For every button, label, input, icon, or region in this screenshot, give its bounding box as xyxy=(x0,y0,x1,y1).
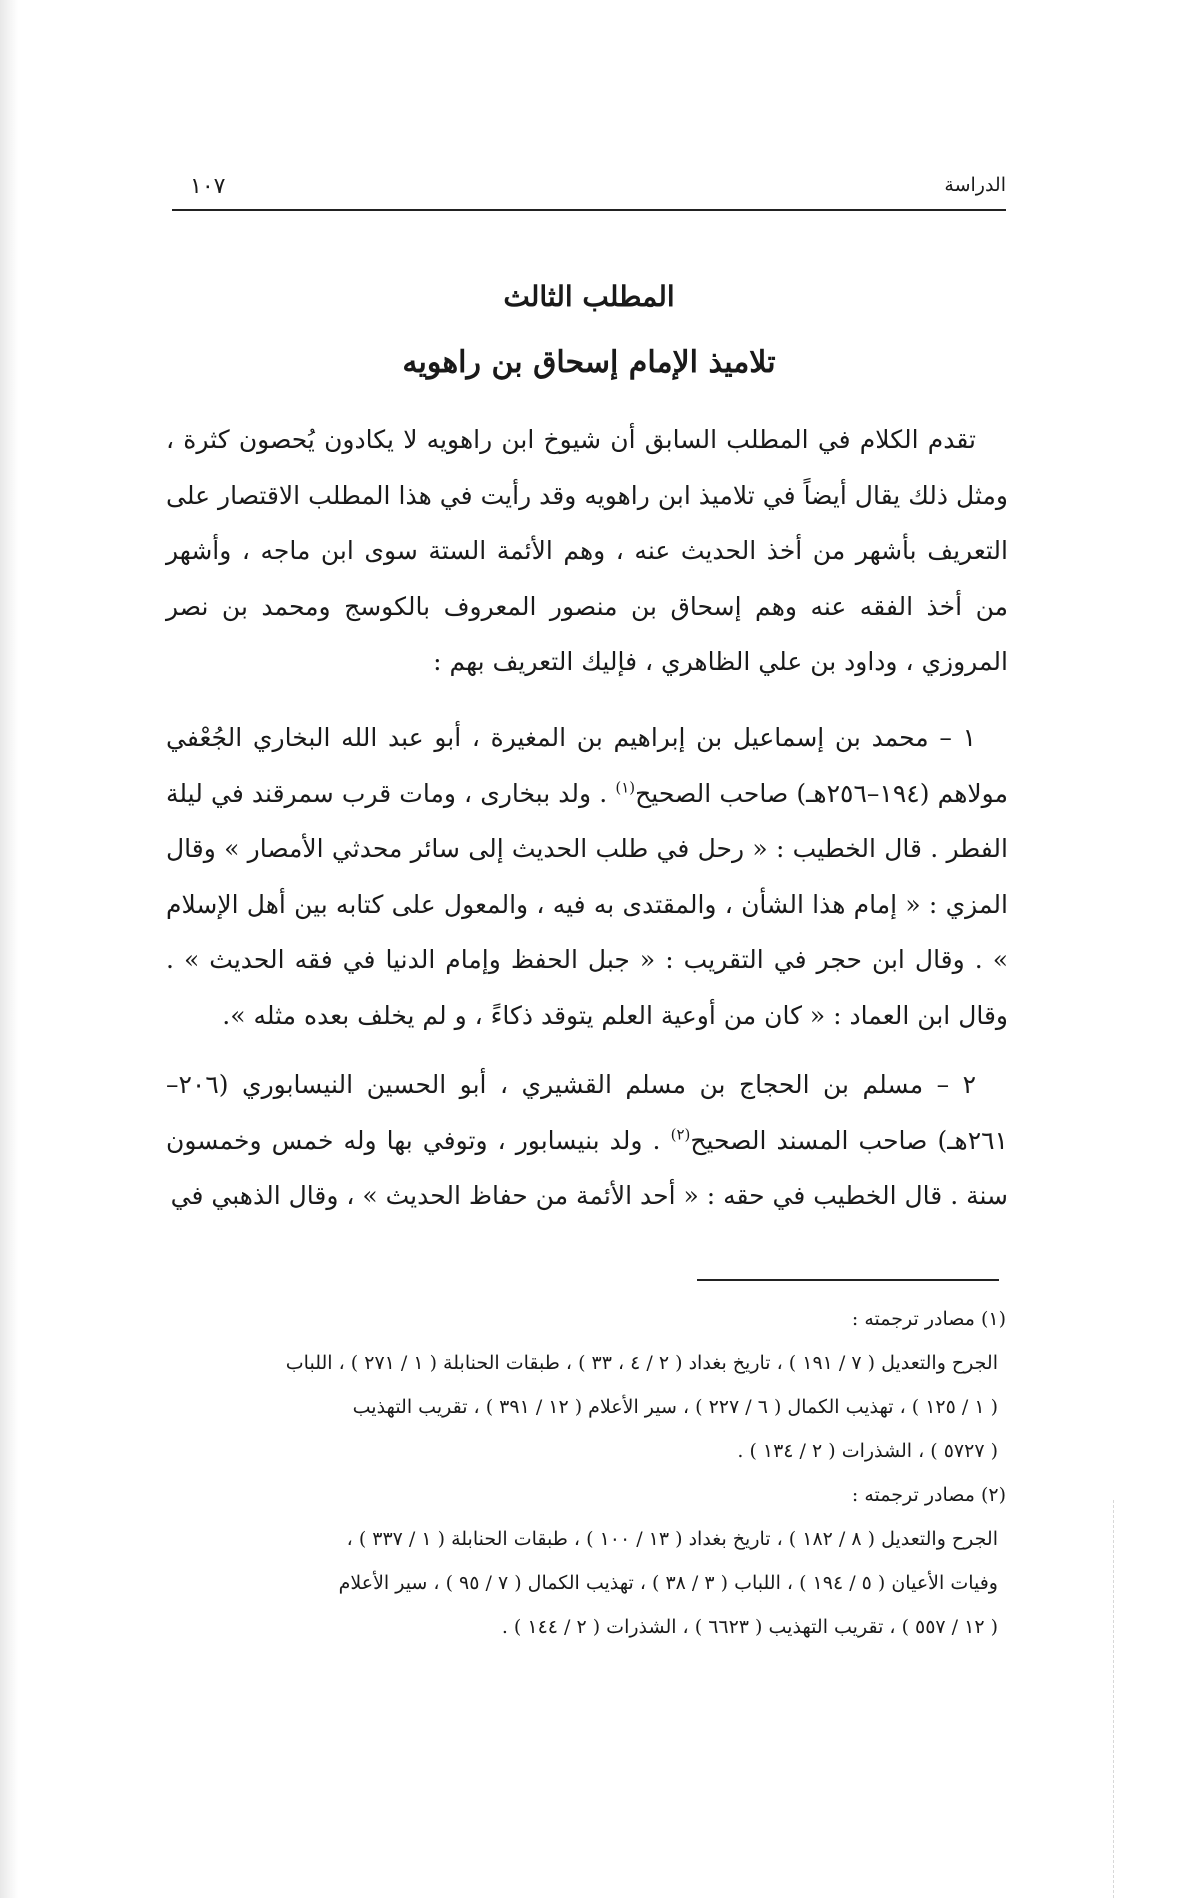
footnote-reference[interactable]: (٢) xyxy=(670,1125,691,1144)
footnote-label: (٢) مصادر ترجمته : xyxy=(851,1484,1006,1506)
header-divider xyxy=(172,209,1006,211)
intro-paragraph: تقدم الكلام في المطلب السابق أن شيوخ ابن راهويه لا يكادون يُحصون كثرة ، ومثل ذلك يقال أيضاً في تلاميذ ابن راهويه وقد رأيت في هذا المطلب الاقتصار على التعريف بأشهر من أخذ الحديث عنه ، وهم الأئمة الستة سوى ابن ماجه ، وأشهر من أخذ الفقه عنه وهم إسحاق بن منصور المعروف بالكوسج ومحمد بن نصر المروزي ، وداود بن علي الظاهري ، فإليك التعريف بهم : xyxy=(166,425,1008,676)
footnote-line: ( ١٢ / ٥٥٧ ) ، تقريب التهذيب ( ٦٦٢٣ ) ، الشذرات ( ٢ / ١٤٤ ) . xyxy=(501,1616,998,1638)
entry-text: . ولد بنيسابور ، وتوفي بها وله خمس وخمسون سنة . قال الخطيب في حقه : « أحد الأئمة من حفاظ الحديث » ، وقال الذهبي في xyxy=(166,1125,1008,1210)
entry-text: . ولد ببخارى ، ومات قرب سمرقند في ليلة الفطر . قال الخطيب : « رحل في طلب الحديث إلى سائر محدثي الأمصار » وقال المزي : « إمام هذا الشأن ، والمقتدى به فيه ، والمعول على كتابه بين أهل الإسلام » . وقال ابن حجر في التقريب : « جبل الحفظ وإمام الدنيا في فقه الحديث » . وقال ابن العماد : « كان من أوعية العلم يتوقد ذكاءً ، و لم يخلف بعده مثله ». xyxy=(166,778,1008,1030)
footnote-label: (١) مصادر ترجمته : xyxy=(851,1308,1006,1330)
entry-text: ٢ – مسلم بن الحجاج بن مسلم القشيري ، أبو الحسين النيسابوري (٢٠٦–٢٦١هـ) صاحب المسند الصحيح xyxy=(166,1070,1008,1155)
footnote-line: ( ٥٧٢٧ ) ، الشذرات ( ٢ / ١٣٤ ) . xyxy=(737,1440,998,1462)
footnote-line: الجرح والتعديل ( ٨ / ١٨٢ ) ، تاريخ بغداد ( ١٣ / ١٠٠ ) ، طبقات الحنابلة ( ١ / ٣٣٧ ) ، xyxy=(346,1528,998,1550)
section-heading: المطلب الثالث xyxy=(503,280,675,313)
page-number: ١٠٧ xyxy=(190,174,226,199)
running-header xyxy=(172,170,1006,210)
footnote-line: ( ١ / ١٢٥ ) ، تهذيب الكمال ( ٦ / ٢٢٧ ) ، سير الأعلام ( ١٢ / ٣٩١ ) ، تقريب التهذيب xyxy=(352,1396,998,1418)
entry-text: ١ – محمد بن إسماعيل بن إبراهيم بن المغيرة ، أبو عبد الله البخاري الجُعْفي مولاهم (١٩٤–٢٥٦هـ) صاحب الصحيح xyxy=(166,723,1008,808)
footnote-line: وفيات الأعيان ( ٥ / ١٩٤ ) ، اللباب ( ٣ / ٣٨ ) ، تهذيب الكمال ( ٧ / ٩٥ ) ، سير الأعلام xyxy=(338,1572,998,1594)
scan-artifact-line xyxy=(1112,1500,1114,1898)
running-header-title: الدراسة xyxy=(944,174,1006,196)
section-title: تلاميذ الإمام إسحاق بن راهويه xyxy=(402,345,776,380)
student-entry-muslim xyxy=(166,1057,1008,1224)
scan-edge-shadow xyxy=(0,0,18,1898)
footnote-divider xyxy=(697,1279,999,1281)
footnotes xyxy=(160,1297,1006,1649)
student-entry-bukhari xyxy=(166,710,1008,1043)
footnote-reference[interactable]: (١) xyxy=(615,778,636,797)
footnote-line: الجرح والتعديل ( ٧ / ١٩١ ) ، تاريخ بغداد ( ٢ / ٤ ، ٣٣ ) ، طبقات الحنابلة ( ١ / ٢٧١ ) ، اللباب xyxy=(285,1352,998,1374)
